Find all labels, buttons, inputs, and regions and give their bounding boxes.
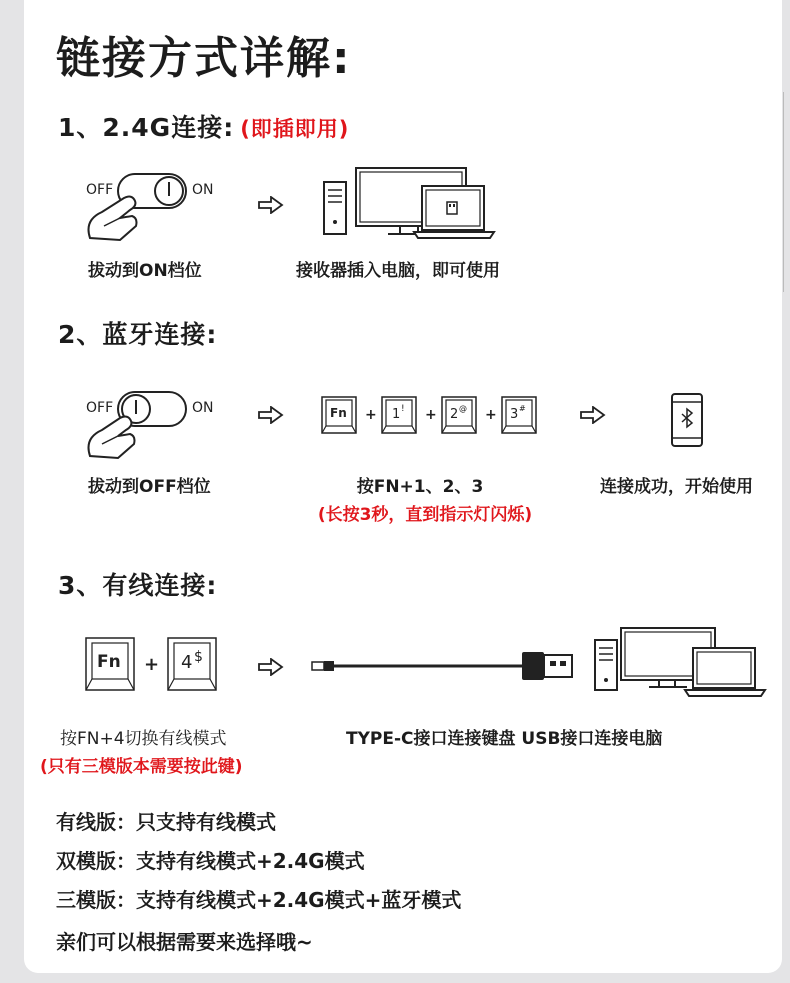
plus-sign: + — [144, 654, 160, 675]
key-2-symbol: @ — [459, 404, 467, 413]
note-wired-version: 有线版：只支持有线模式 — [56, 810, 276, 834]
key-4 — [168, 638, 216, 690]
note-dual-mode-version: 双模版：支持有线模式+2.4G模式 — [56, 849, 365, 873]
key-4-label: 4 — [181, 652, 193, 673]
plus-sign: + — [365, 407, 377, 423]
section-bluetooth-heading: 2、蓝牙连接: — [58, 320, 218, 349]
key-4-symbol: $ — [194, 649, 203, 665]
arrow-right-icon — [258, 658, 284, 676]
computer-illustration — [593, 626, 768, 698]
key-2-label: 2 — [450, 407, 459, 422]
caption-type-c-usb: TYPE-C接口连接键盘 USB接口连接电脑 — [346, 729, 663, 749]
caption-switch-off: 拔动到OFF档位 — [88, 477, 211, 497]
caption-insert-receiver: 接收器插入电脑，即可使用 — [296, 261, 500, 281]
power-switch-on-illustration — [80, 168, 230, 248]
switch-on-label: ON — [192, 182, 214, 198]
plug-and-play-note: (即插即用) — [240, 117, 350, 141]
arrow-right-icon — [258, 196, 284, 214]
section-2-4g-heading — [58, 108, 349, 144]
caption-tri-mode-note: (只有三模版本需要按此键) — [40, 757, 243, 777]
phone-bluetooth-icon — [670, 392, 704, 448]
power-switch-off-illustration — [80, 388, 230, 468]
caption-switch-on: 拔动到ON档位 — [88, 261, 202, 281]
page-title: 链接方式详解: — [56, 33, 352, 84]
key-2 — [442, 397, 476, 433]
key-1-symbol: ! — [401, 404, 405, 414]
key-3 — [502, 397, 536, 433]
fn-key — [322, 397, 356, 433]
plus-sign: + — [425, 407, 437, 423]
usb-c-cable-illustration — [310, 644, 580, 688]
computer-with-receiver-illustration — [322, 164, 497, 244]
key-1-label: 1 — [392, 407, 401, 422]
key-1 — [382, 397, 416, 433]
caption-press-fn-4 — [60, 724, 227, 749]
caption-press-fn-4-text: 按FN+4切换有线模式 — [60, 729, 227, 749]
note-choose-as-needed: 亲们可以根据需要来选择哦~ — [56, 930, 313, 954]
switch-off-label: OFF — [86, 400, 114, 416]
fn-key-label: Fn — [97, 652, 121, 672]
key-3-label: 3 — [510, 407, 519, 422]
wired-key-combo — [84, 636, 234, 696]
plus-sign: + — [485, 407, 497, 423]
page-edge-decoration — [783, 92, 790, 292]
caption-press-fn-123: 按FN+1、2、3 — [356, 477, 484, 497]
note-tri-mode-version: 三模版：支持有线模式+2.4G模式+蓝牙模式 — [56, 888, 462, 912]
section-wired-heading: 3、有线连接: — [58, 571, 218, 600]
switch-on-label: ON — [192, 400, 214, 416]
fn-key-label: Fn — [330, 406, 347, 420]
section-heading-text: 1、2.4G连接: — [58, 113, 235, 142]
caption-long-press-note: (长按3秒，直到指示灯闪烁) — [317, 505, 533, 525]
key-3-symbol: # — [519, 404, 526, 413]
switch-off-label: OFF — [86, 182, 114, 198]
arrow-right-icon — [580, 406, 606, 424]
bluetooth-key-combo — [320, 395, 550, 437]
fn-key — [86, 638, 134, 690]
caption-connect-success: 连接成功，开始使用 — [600, 477, 753, 497]
arrow-right-icon — [258, 406, 284, 424]
